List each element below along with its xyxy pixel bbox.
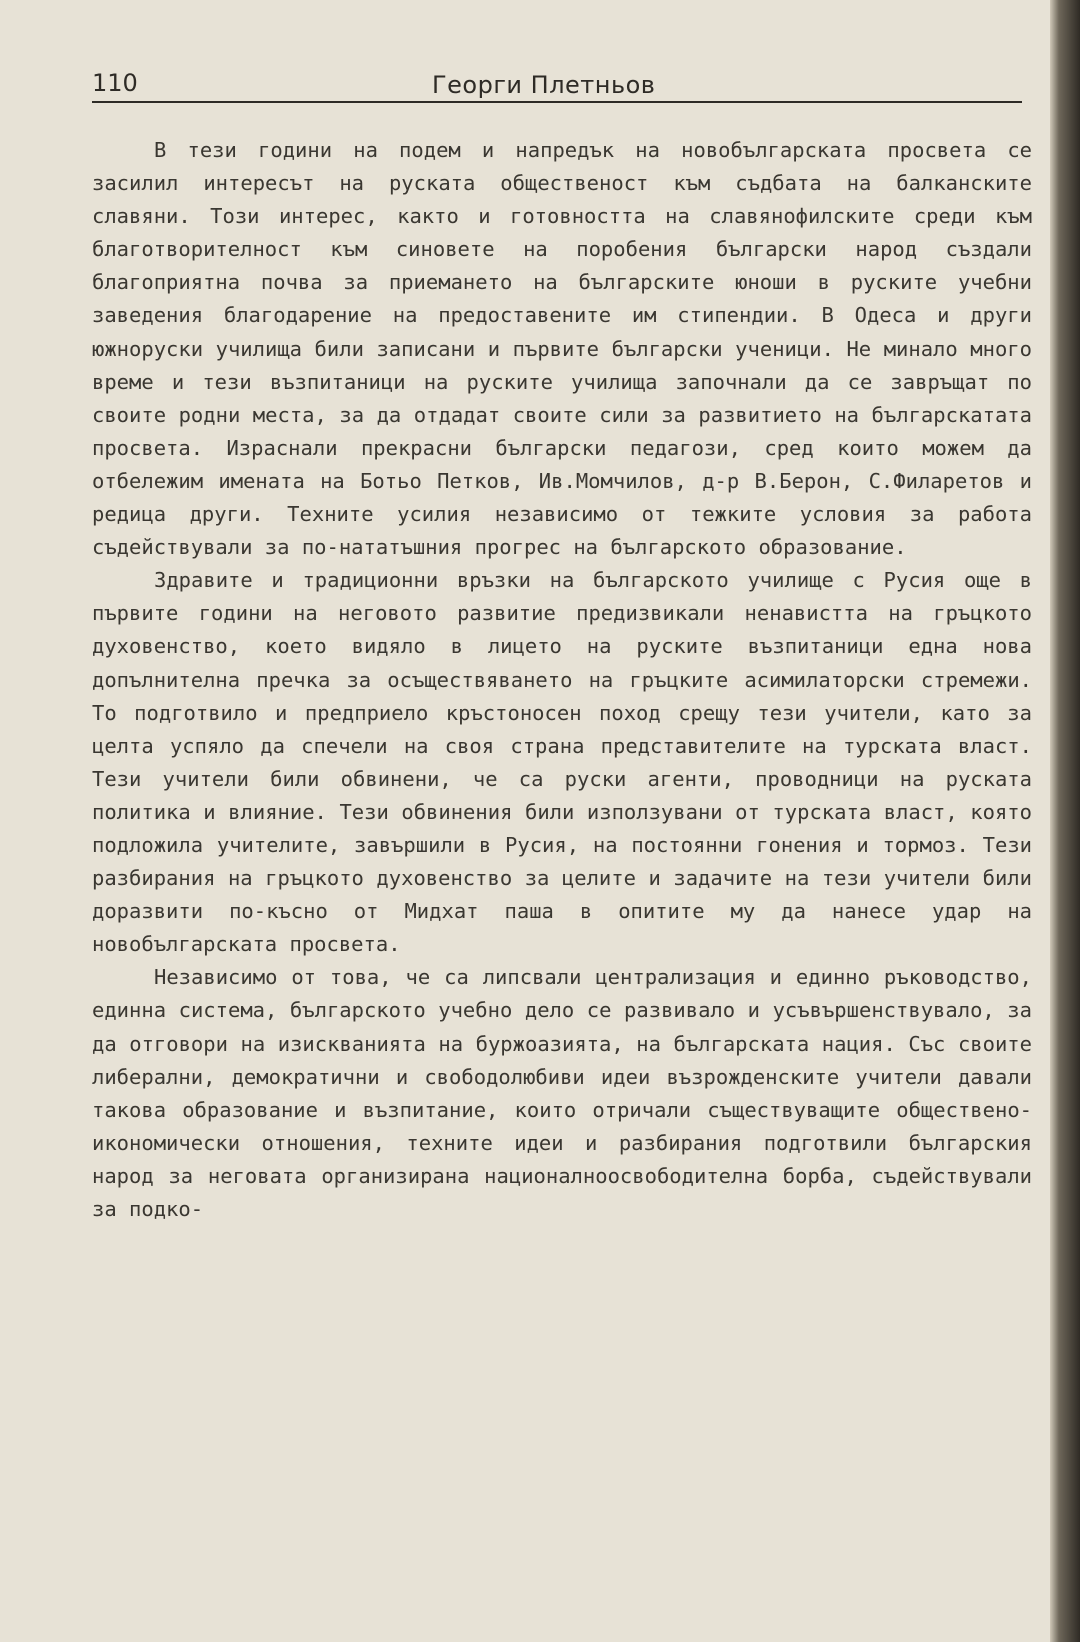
paragraph-3: Независимо от това, че са липсвали централизация и единно ръководство, единна система, българското учебно дело се развивало и усъвършенствувало, за да отговори на изискванията на буржоазията, на българската нация. Със своите либерални, демократични и свободолюбиви идеи възрожденските учители давали такова образование и възпитание, които отричали съществуващите обществено-икономически отношения, техните идеи и разбирания подготвили българския народ за неговата организирана националноосвободителна борба, съдействували за подко- [92,965,1032,1221]
body-text [92,134,1032,1226]
page-number: 110 [92,69,138,97]
page-edge-shadow [1050,0,1080,1642]
paragraph-1: В тези години на подем и напредък на новобългарската просвета се засилил интересът на руската общественост към съдбата на балканските славяни. Този интерес, както и готовността на славянофилските среди към благотворителност към синовете на поробения български народ създали благоприятна почва за приемането на българските юноши в руските учебни заведения благодарение на предоставените им стипендии. В Одеса и други южноруски училища били записани и първите български ученици. Не минало много време и тези възпитаници на руските училища започнали да се завръщат по своите родни места, за да отдадат своите сили за развитието на българскатата просвета. Израснали прекрасни български педагози, сред които можем да отбележим имената на Ботьо Петков, Ив.Момчилов, д-р В.Берон, С.Филаретов и редица други. Техните усилия независимо от тежките условия за работа съдействували за по-нататъшния прогрес на българското образование. [92,138,1032,560]
paragraph-2: Здравите и традиционни връзки на българското училище с Русия още в първите години на неговото развитие предизвикали ненавистта на гръцкото духовенство, което видяло в лицето на руските възпитаници една нова допълнителна пречка за осъществяването на гръцките асимилаторски стремежи. То подготвило и предприело кръстоносен поход срещу тези учители, като за целта успяло да спечели на своя страна представителите на турската власт. Тези учители били обвинени, че са руски агенти, проводници на руската политика и влияние. Тези обвинения били използувани от турската власт, която подложила учителите, завършили в Русия, на постоянни гонения и тормоз. Тези разбирания на гръцкото духовенство за целите и задачите на тези учители били доразвити по-късно от Мидхат паша в опитите му да нанесе удар на новобългарската просвета. [92,568,1032,957]
running-head-author: Георги Плетньов [432,71,656,99]
header-rule [92,101,1022,103]
page-header [92,68,1022,104]
